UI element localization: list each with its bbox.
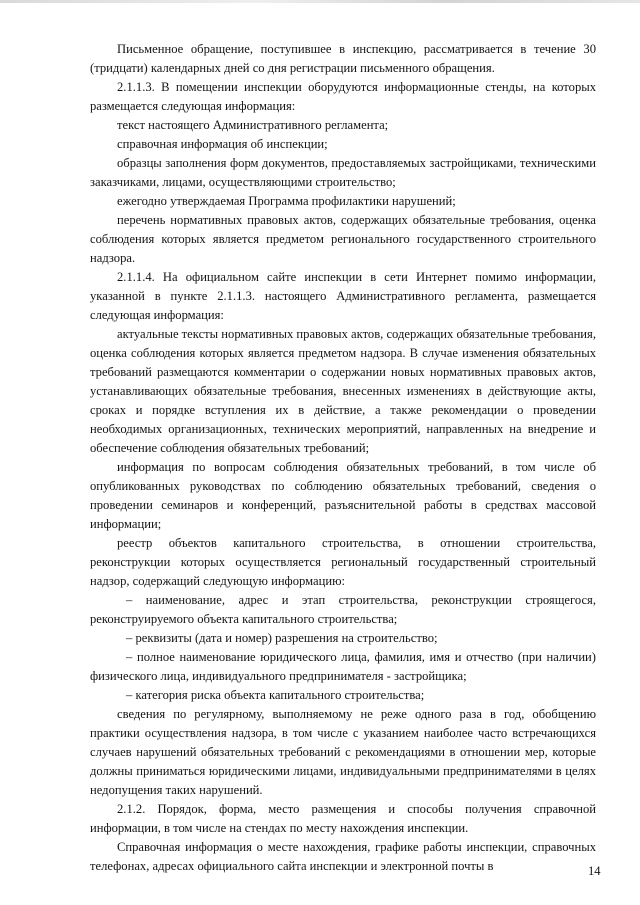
document-body [90, 40, 596, 876]
paragraph-2-1-1-4: 2.1.1.4. На официальном сайте инспекции в сети Интернет помимо информации, указанной в пункте 2.1.1.3. настоящего Административного регламента, размещается следующая информация: [90, 270, 596, 322]
list-item-practice-summary: сведения по регулярному, выполняемому не реже одного раза в год, обобщению практики осуществления надзора, в том числе с указанием наиболее часто встречающихся случаев нарушений обязательных требований с рекомендациями в отношении мер, которые должны приниматься юридическими лицами, индивидуальными предпринимателями в целях недопущения таких нарушений. [90, 707, 596, 797]
dash-item-developer-name: – полное наименование юридического лица, фамилия, имя и отчество (при наличии) физического лица, индивидуального предпринимателя - застройщика; [90, 650, 596, 683]
list-item-compliance-info: информация по вопросам соблюдения обязательных требований, в том числе об опубликованных руководствах по соблюдению обязательных требований, сведения о проведении семинаров и конференций, разъяснительной работы в средствах массовой информации; [90, 460, 596, 531]
list-item-current-legal-texts: актуальные тексты нормативных правовых актов, содержащих обязательные требования, оценка соблюдения которых является предметом надзора. В случае изменения обязательных требований размещаются комментарии о содержании новых нормативных правовых актов, устанавливающих обязательные требования, внесенных изменениях в действующие акты, сроках и порядке вступления их в действие, а также рекомендации о проведении необходимых организационных, технических мероприятий, направленных на внедрение и обеспечение соблюдения обязательных требований; [90, 327, 596, 455]
list-item-prevention-program: ежегодно утверждаемая Программа профилактики нарушений; [117, 194, 456, 208]
dash-item-permit-details: – реквизиты (дата и номер) разрешения на строительство; [126, 631, 438, 645]
paragraph-written-appeal: Письменное обращение, поступившее в инспекцию, рассматривается в течение 30 (тридцати) календарных дней со дня регистрации письменного обращения. [90, 42, 596, 75]
page-number: 14 [588, 864, 601, 878]
list-item-construction-registry: реестр объектов капитального строительства, в отношении строительства, реконструкции которых осуществляется региональный государственный строительный надзор, содержащий следующую информацию: [90, 536, 596, 588]
dash-item-object-name: – наименование, адрес и этап строительства, реконструкции строящегося, реконструируемого объекта капитального строительства; [90, 593, 596, 626]
paragraph-reference-info: Справочная информация о месте нахождения, графике работы инспекции, справочных телефонах, адресах официального сайта инспекции и электронной почты в [90, 840, 596, 873]
list-item-form-samples: образцы заполнения форм документов, предоставляемых застройщиками, техническими заказчиками, лицами, осуществляющими строительство; [90, 156, 596, 189]
list-item-reference-info: справочная информация об инспекции; [117, 137, 328, 151]
dash-item-risk-category: – категория риска объекта капитального строительства; [126, 688, 425, 702]
paragraph-2-1-2: 2.1.2. Порядок, форма, место размещения и способы получения справочной информации, в том числе на стендах по месту нахождения инспекции. [90, 802, 596, 835]
list-item-regulation-text: текст настоящего Административного регламента; [117, 118, 389, 132]
list-item-legal-acts-list: перечень нормативных правовых актов, содержащих обязательные требования, оценка соблюдения которых является предметом регионального государственного строительного надзора. [90, 213, 596, 265]
scan-top-edge [0, 0, 640, 3]
paragraph-2-1-1-3: 2.1.1.3. В помещении инспекции оборудуются информационные стенды, на которых размещается следующая информация: [90, 80, 596, 113]
